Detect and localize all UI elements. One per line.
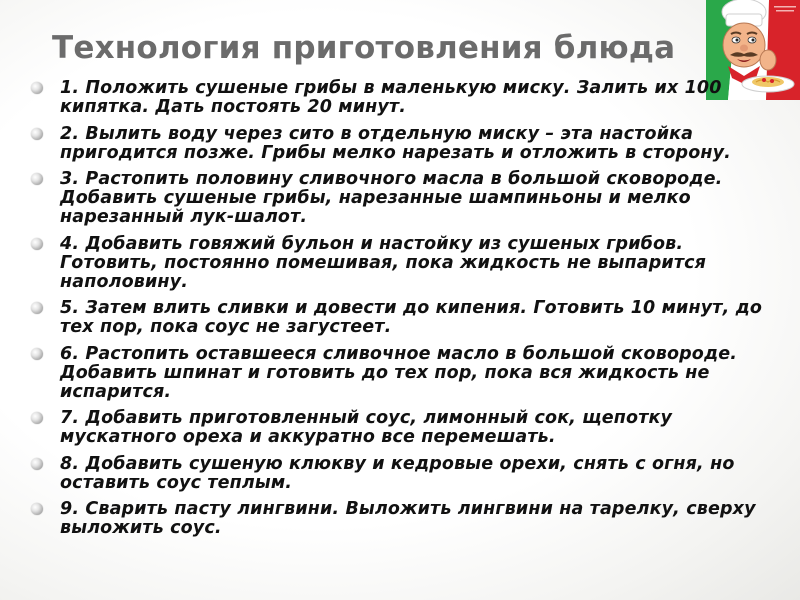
bullet-icon: [31, 82, 43, 94]
step-text: 3. Растопить половину сливочного масла в большой сковороде. Добавить сушеные грибы, нарезанные шампиньоны и мелко нарезанный лук-шалот.: [60, 169, 723, 227]
slide-title: Технология приготовления блюда: [52, 30, 676, 66]
step-text: 7. Добавить приготовленный соус, лимонный сок, щепотку мускатного ореха и аккуратно все перемешать.: [60, 408, 673, 447]
list-item: [28, 500, 768, 538]
bullet-icon: [31, 173, 43, 185]
bullet-icon: [31, 302, 43, 314]
list-item: [28, 79, 768, 117]
step-text: 4. Добавить говяжий бульон и настойку из сушеных грибов. Готовить, постоянно помешивая, пока жидкость не выпарится наполовину.: [60, 233, 707, 292]
step-text: 5. Затем влить сливки и довести до кипения. Готовить 10 минут, до тех пор, пока соус не загустеет.: [60, 298, 763, 337]
steps-list: [28, 79, 768, 546]
list-item: [28, 235, 768, 292]
step-text: 1. Положить сушеные грибы в маленькую миску. Залить их 100 кипятка. Дать постоять 20 минут.: [60, 78, 722, 117]
list-item: [28, 299, 768, 337]
step-text: 8. Добавить сушеную клюкву и кедровые орехи, снять с огня, но оставить соус теплым.: [60, 453, 735, 493]
list-item: [28, 125, 768, 163]
list-item: [28, 455, 768, 493]
bullet-icon: [31, 503, 43, 515]
step-text: 2. Вылить воду через сито в отдельную миску – эта настойка пригодится позже. Грибы мелко нарезать и отложить в сторону.: [60, 123, 731, 163]
list-item: [28, 170, 768, 227]
step-text: 9. Сварить пасту лингвини. Выложить лингвини на тарелку, сверху выложить соус.: [60, 499, 756, 538]
bullet-icon: [31, 128, 43, 140]
bullet-icon: [31, 238, 43, 250]
bullet-icon: [31, 458, 43, 470]
list-item: [28, 409, 768, 447]
step-text: 6. Растопить оставшееся сливочное масло в большой сковороде. Добавить шпинат и готовить до тех пор, пока вся жидкость не испарится.: [60, 343, 738, 402]
bullet-icon: [31, 412, 43, 424]
list-item: [28, 345, 768, 402]
bullet-icon: [31, 348, 43, 360]
